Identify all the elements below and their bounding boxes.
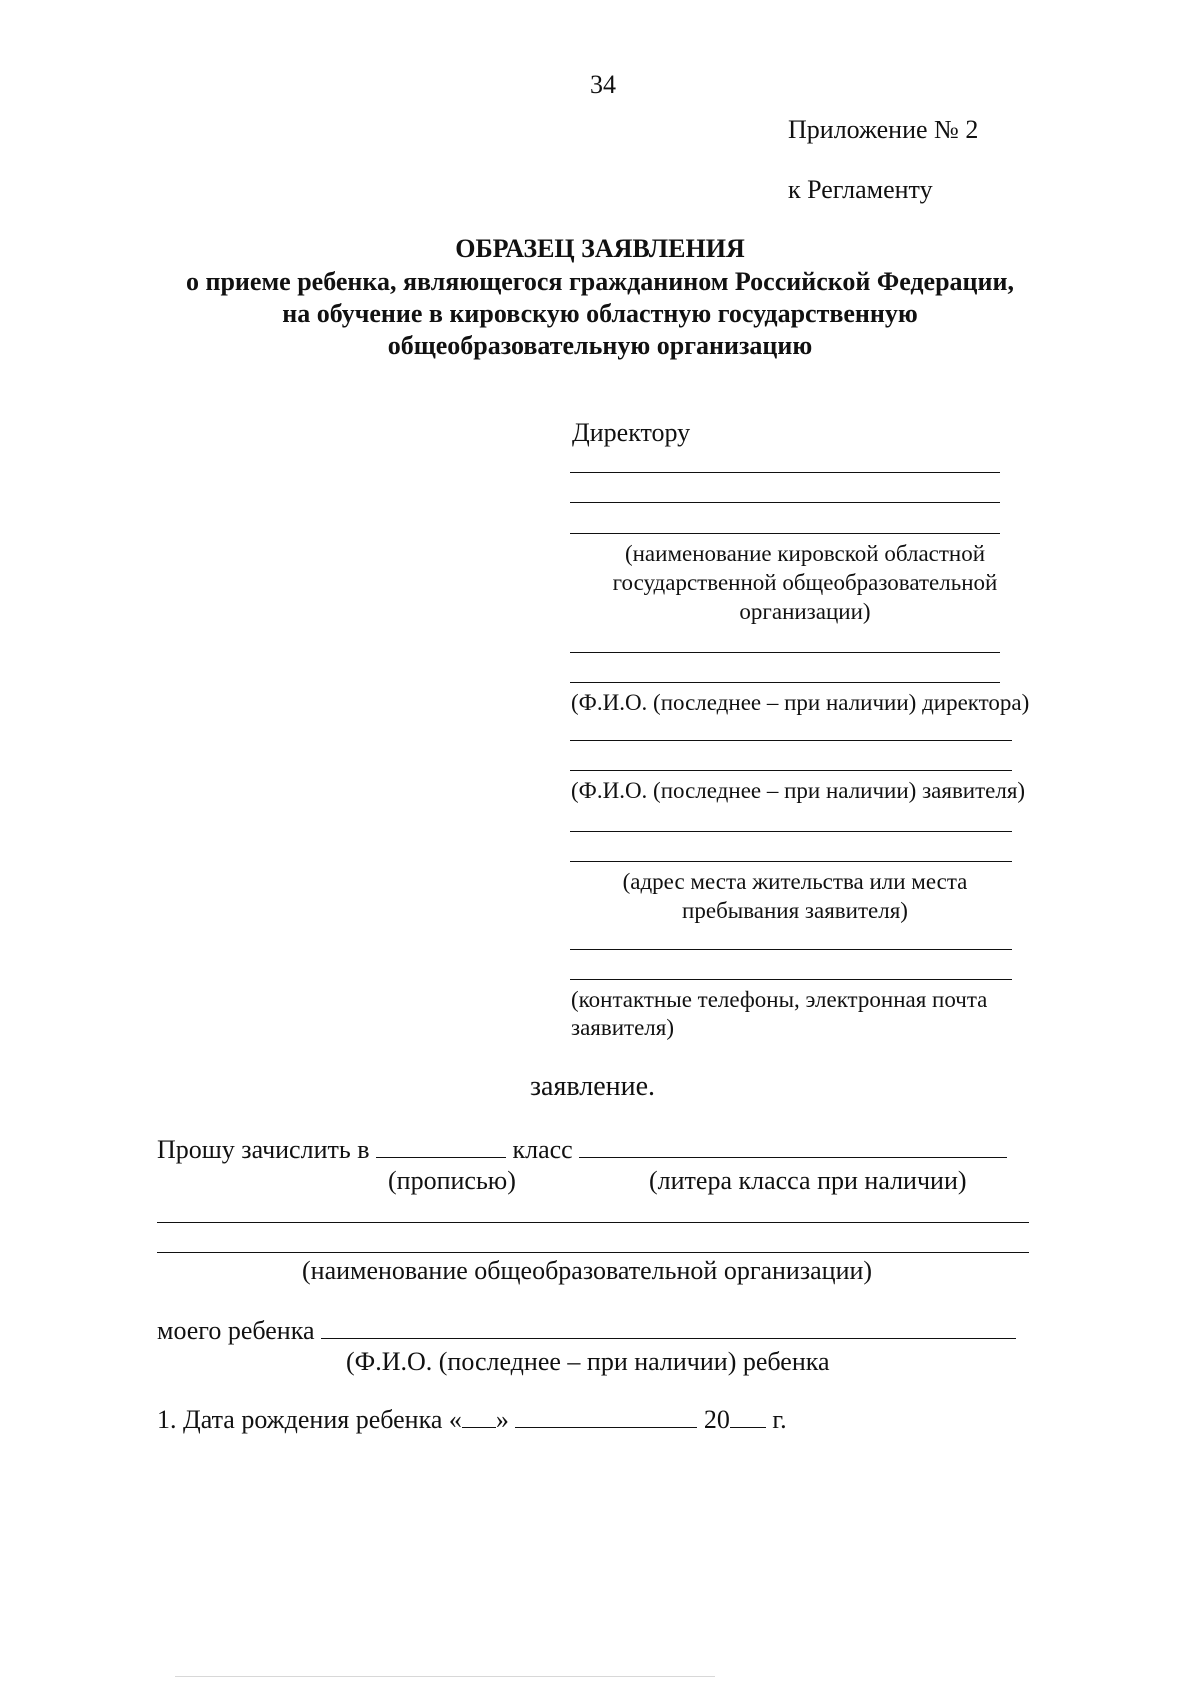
class-letter-caption: (литера класса при наличии) <box>649 1166 967 1195</box>
applicant-name-line-1 <box>570 740 1012 741</box>
year-prefix: 20 <box>703 1405 730 1434</box>
school-name-line-2 <box>157 1252 1029 1253</box>
org-name-line-2 <box>570 502 1000 503</box>
birth-year-field <box>730 1405 766 1428</box>
address-line-2 <box>570 861 1012 862</box>
in-words-caption: (прописью) <box>388 1166 516 1195</box>
child-name-caption: (Ф.И.О. (последнее – при наличии) ребенка <box>346 1347 830 1376</box>
statement-heading: заявление. <box>530 1071 656 1102</box>
director-name-line-1 <box>570 652 1000 653</box>
org-name-caption-1: (наименование кировской областной <box>624 541 986 566</box>
document-title: ОБРАЗЕЦ ЗАЯВЛЕНИЯ <box>455 234 745 263</box>
appendix-number: Приложение № 2 <box>788 115 979 144</box>
document-subtitle-line-2: на обучение в кировскую областную государственную <box>282 299 918 328</box>
birth-day-field <box>462 1405 496 1428</box>
applicant-name-caption: (Ф.И.О. (последнее – при наличии) заявителя) <box>571 778 1026 803</box>
class-letter-field <box>579 1135 1007 1158</box>
document-subtitle-line-1: о приеме ребенка, являющегося гражданином Российской Федерации, <box>185 267 1014 296</box>
org-name-line-3 <box>570 533 1000 534</box>
my-child-label: моего ребенка <box>157 1316 315 1345</box>
contacts-line-2 <box>570 979 1012 980</box>
contacts-caption-1: (контактные телефоны, электронная почта <box>571 987 988 1012</box>
birth-date-quote-close: » <box>495 1405 509 1434</box>
birth-date-label: 1. Дата рождения ребенка « <box>157 1405 462 1434</box>
address-line-1 <box>570 831 1012 832</box>
birth-date-line <box>157 1405 787 1435</box>
class-number-field <box>376 1135 506 1158</box>
document-subtitle-line-3: общеобразовательную организацию <box>387 331 813 360</box>
applicant-name-line-2 <box>570 770 1012 771</box>
enroll-text: Прошу зачислить в <box>157 1135 370 1164</box>
director-name-line-2 <box>570 682 1000 683</box>
child-name-field <box>321 1316 1016 1339</box>
org-name-caption-3: организации) <box>739 599 871 624</box>
address-caption-2: пребывания заявителя) <box>682 898 908 923</box>
org-name-caption-2: государственной общеобразовательной <box>612 570 998 595</box>
page-number: 34 <box>590 70 616 99</box>
contacts-caption-2: заявителя) <box>571 1015 675 1040</box>
year-suffix: г. <box>772 1405 787 1434</box>
contacts-line-1 <box>570 949 1012 950</box>
birth-month-field <box>515 1405 697 1428</box>
enroll-line <box>157 1135 1007 1165</box>
director-label: Директору <box>572 418 691 447</box>
child-line <box>157 1316 1016 1346</box>
org-name-line-1 <box>570 472 1000 473</box>
class-word: класс <box>512 1135 573 1164</box>
school-name-caption: (наименование общеобразовательной организации) <box>302 1256 873 1285</box>
school-name-line-1 <box>157 1222 1029 1223</box>
director-name-caption: (Ф.И.О. (последнее – при наличии) директора) <box>571 690 1030 715</box>
appendix-regulation: к Регламенту <box>788 175 933 204</box>
address-caption-1: (адрес места жительства или места <box>622 869 968 894</box>
page-edge-mark <box>175 1676 715 1690</box>
